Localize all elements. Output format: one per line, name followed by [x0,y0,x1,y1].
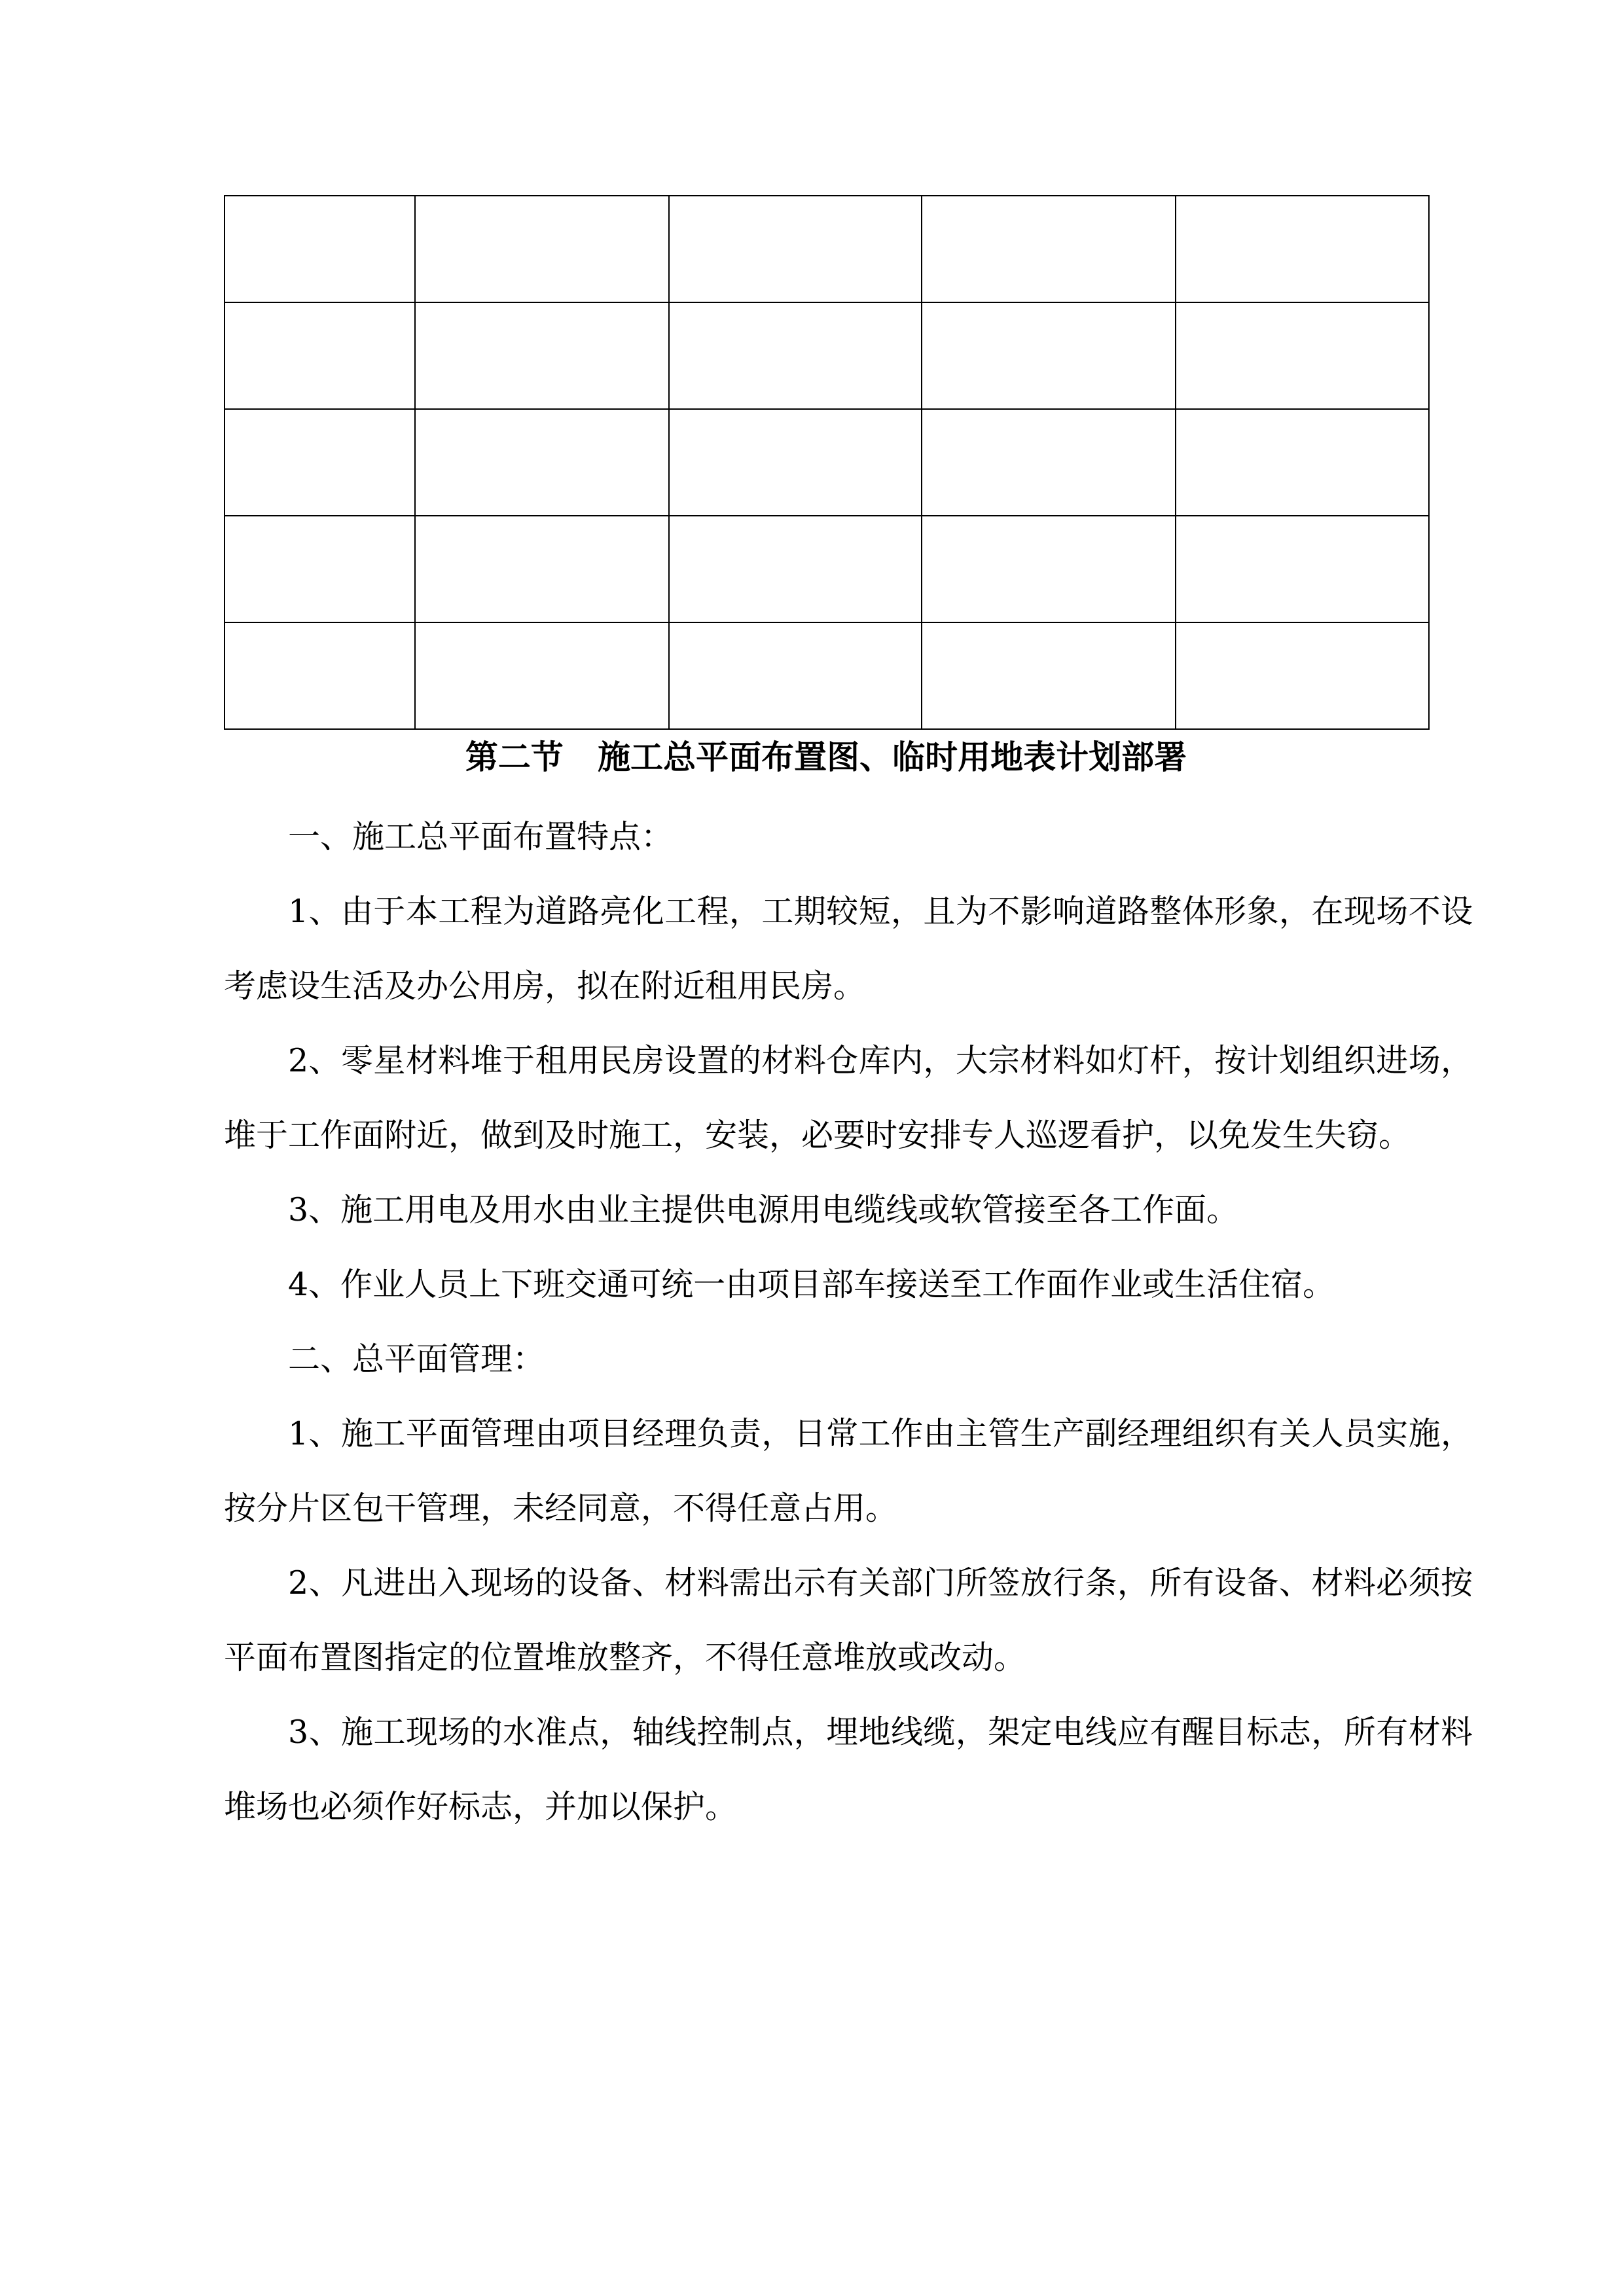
table-cell [669,516,922,622]
table-cell [669,196,922,302]
section-title: 第二节 施工总平面布置图、临时用地表计划部署 [465,738,1187,776]
table-cell [415,516,669,622]
table-cell [225,622,415,729]
table-cell [1176,622,1429,729]
table-cell [225,516,415,622]
table-cell [225,196,415,302]
paragraph-layout-1: 1、由于本工程为道路亮化工程，工期较短，且为不影响道路整体形象，在现场不设考虑设生活及办公用房，拟在附近租用民房。 [224,893,1473,1005]
table-cell [1176,409,1429,516]
table-cell [922,196,1176,302]
paragraph-layout-3: 3、施工用电及用水由业主提供电源用电缆线或软管接至各工作面。 [288,1191,1239,1229]
paragraph-layout-4: 4、作业人员上下班交通可统一由项目部车接送至工作面作业或生活住宿。 [288,1266,1335,1303]
table-row [225,196,1429,302]
table-cell [225,302,415,409]
table-cell [415,302,669,409]
paragraph-management-3: 3、施工现场的水准点，轴线控制点，埋地线缆，架定电线应有醒目标志，所有材料堆场也必须作好标志，并加以保护。 [224,1713,1473,1825]
table-row [225,302,1429,409]
table-cell [415,409,669,516]
paragraph-layout-2: 2、零星材料堆于租用民房设置的材料仓库内，大宗材料如灯杆，按计划组织进场，堆于工作面附近，做到及时施工，安装，必要时安排专人巡逻看护，以免发生失窃。 [224,1042,1473,1154]
body-text [224,800,1473,1844]
table-cell [669,622,922,729]
empty-table [224,195,1430,730]
table-cell [415,622,669,729]
table-row [225,409,1429,516]
table-cell [415,196,669,302]
table-cell [922,622,1176,729]
table-cell [1176,196,1429,302]
paragraph-management-2: 2、凡进出入现场的设备、材料需出示有关部门所签放行条，所有设备、材料必须按平面布置图指定的位置堆放整齐，不得任意堆放或改动。 [224,1564,1473,1676]
table-cell [225,409,415,516]
table-cell [1176,516,1429,622]
table-cell [922,302,1176,409]
table-cell [922,516,1176,622]
table-row [225,516,1429,622]
table-cell [669,409,922,516]
paragraph-management-1: 1、施工平面管理由项目经理负责，日常工作由主管生产副经理组织有关人员实施，按分片区包干管理，未经同意，不得任意占用。 [224,1415,1473,1527]
heading-plan-management: 二、总平面管理： [288,1340,545,1378]
table-cell [922,409,1176,516]
heading-layout-features: 一、施工总平面布置特点： [288,818,674,855]
table-cell [1176,302,1429,409]
table-cell [669,302,922,409]
table-row [225,622,1429,729]
